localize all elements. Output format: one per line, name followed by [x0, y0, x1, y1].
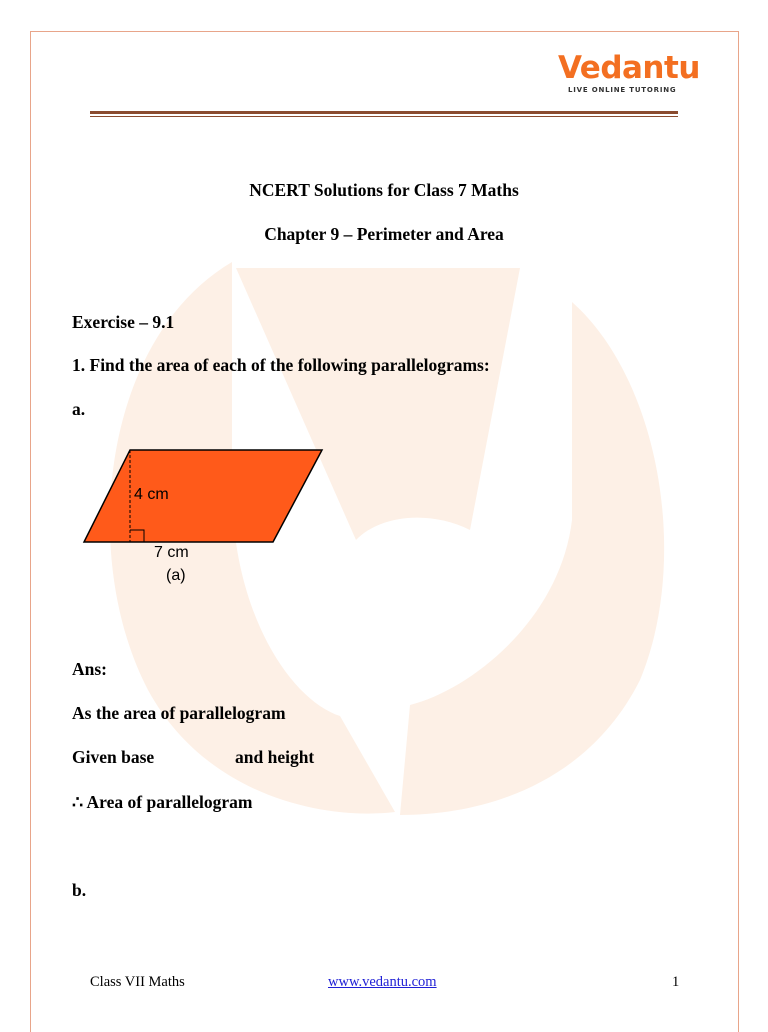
footer-class: Class VII Maths: [90, 974, 185, 990]
header-rule: [90, 111, 678, 114]
parallelogram-shape: [84, 450, 322, 542]
question-text: 1. Find the area of each of the following parallelograms:: [72, 355, 490, 375]
chapter-title: Chapter 9 – Perimeter and Area: [264, 224, 504, 244]
answer-label: Ans:: [72, 659, 108, 679]
part-b-label: b.: [72, 880, 87, 900]
base-label: 7 cm: [154, 544, 189, 561]
logo-tagline: LIVE ONLINE TUTORING: [568, 86, 677, 94]
exercise-heading: Exercise – 9.1: [72, 312, 175, 332]
page-number: 1: [672, 974, 680, 990]
answer-and-height: and height: [235, 747, 315, 767]
answer-area: ∴ Area of parallelogram: [72, 792, 253, 812]
header-rule-thin: [90, 116, 678, 117]
parallelogram-figure: [78, 444, 334, 590]
answer-given-base: Given base: [72, 747, 155, 767]
part-a-label: a.: [72, 399, 86, 419]
height-label: 4 cm: [134, 486, 169, 503]
footer-website-link[interactable]: www.vedantu.com: [328, 974, 437, 990]
answer-line-1: As the area of parallelogram: [72, 703, 286, 723]
vedantu-logo: [558, 48, 700, 100]
logo-wordmark: Vedantu: [558, 50, 700, 86]
document-title: NCERT Solutions for Class 7 Maths: [249, 180, 519, 200]
figure-caption: (a): [166, 567, 186, 584]
